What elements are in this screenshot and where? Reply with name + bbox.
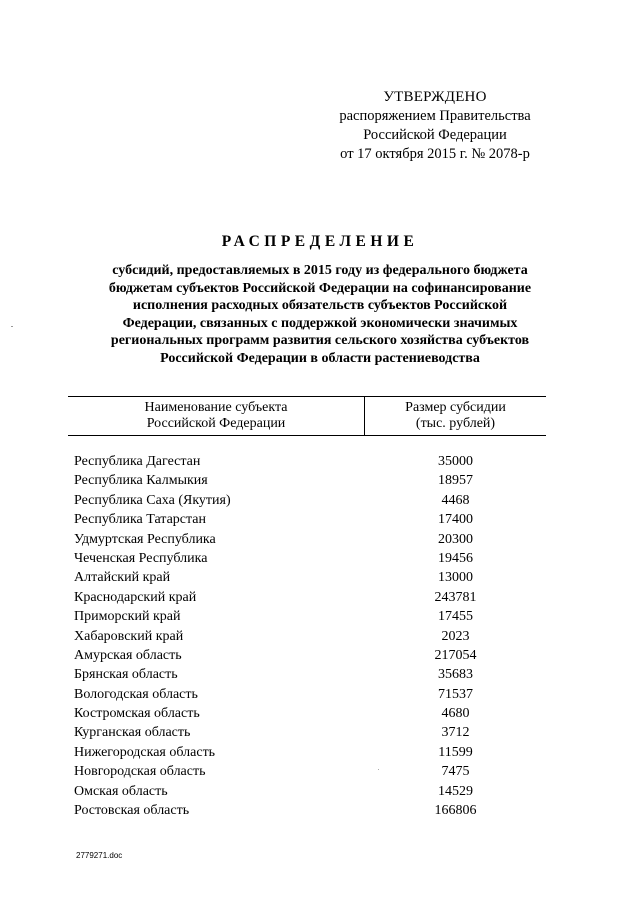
table-row — [68, 471, 546, 490]
subtitle-line: Федерации, связанных с поддержкой экономически значимых — [122, 315, 518, 331]
row-subject: Республика Саха (Якутия) — [74, 492, 231, 508]
table-row — [68, 743, 546, 762]
table-row — [68, 762, 546, 781]
approval-title: УТВЕРЖДЕНО — [383, 89, 487, 105]
row-amount: 14529 — [438, 783, 473, 799]
scan-mark — [11, 326, 13, 327]
row-amount: 19456 — [438, 550, 473, 566]
row-subject: Республика Дагестан — [74, 454, 201, 469]
row-amount: 217054 — [434, 647, 477, 663]
table-row — [68, 646, 546, 665]
row-amount: 20300 — [438, 531, 473, 547]
subtitle-line: субсидий, предоставляемых в 2015 году из федерального бюджета — [112, 263, 528, 278]
approval-line: распоряжением Правительства — [339, 108, 531, 124]
table-row — [68, 510, 546, 529]
table-row — [68, 782, 546, 801]
table-row — [68, 568, 546, 587]
header-subject — [68, 400, 364, 432]
table-row — [68, 723, 546, 742]
subtitle-line: Российской Федерации в области растениеводства — [160, 350, 480, 366]
row-amount: 17400 — [438, 512, 473, 528]
document-title: РАСПРЕДЕЛЕНИЕ — [221, 233, 419, 250]
row-amount: 35683 — [438, 667, 473, 683]
header-amount-line: Размер субсидии — [405, 400, 506, 415]
row-amount: 18957 — [438, 473, 473, 489]
table-row — [68, 452, 546, 471]
table-row — [68, 549, 546, 568]
approval-block — [310, 88, 560, 164]
table-row — [68, 588, 546, 607]
row-subject: Ростовская область — [74, 803, 190, 819]
row-subject: Республика Калмыкия — [74, 473, 208, 489]
table-row — [68, 530, 546, 549]
row-amount: 4680 — [441, 706, 470, 722]
subsidy-table — [68, 396, 546, 819]
row-subject: Новгородская область — [74, 764, 206, 780]
table-row — [68, 801, 546, 820]
row-amount: 3712 — [441, 725, 470, 741]
table-row — [68, 665, 546, 684]
table-row — [68, 627, 546, 646]
table-header — [68, 396, 546, 436]
row-amount: 243781 — [434, 589, 477, 605]
subtitle-line: исполнения расходных обязательств субъектов Российской — [132, 298, 508, 314]
header-subject-line: Российской Федерации — [146, 416, 286, 431]
subtitle-line: региональных программ развития сельского хозяйства субъектов — [110, 333, 530, 349]
table-body — [68, 452, 546, 820]
row-subject: Омская область — [74, 783, 168, 799]
row-subject: Чеченская Республика — [74, 550, 208, 566]
row-subject: Вологодская область — [74, 686, 198, 702]
row-amount: 11599 — [438, 744, 473, 760]
approval-date-number: от 17 октября 2015 г. № 2078-р — [340, 146, 530, 162]
row-subject: Хабаровский край — [74, 628, 184, 644]
row-amount: 17455 — [438, 609, 473, 625]
file-id: 2779271.doc — [76, 851, 123, 860]
row-subject: Костромская область — [74, 706, 200, 722]
table-row — [68, 607, 546, 626]
row-subject: Курганская область — [74, 725, 191, 741]
row-amount: 35000 — [438, 454, 473, 469]
row-subject: Нижегородская область — [74, 744, 216, 760]
row-amount: 4468 — [441, 492, 470, 508]
row-subject: Удмуртская Республика — [74, 531, 216, 547]
row-subject: Краснодарский край — [74, 589, 197, 605]
row-subject: Амурская область — [74, 647, 182, 663]
row-amount: 7475 — [441, 764, 470, 780]
document-subtitle — [80, 262, 560, 368]
row-amount: 2023 — [441, 628, 470, 644]
row-amount: 71537 — [438, 686, 473, 702]
row-amount: 166806 — [434, 803, 477, 819]
row-subject: Алтайский край — [74, 570, 171, 586]
row-subject: Приморский край — [74, 609, 181, 625]
subtitle-line: бюджетам субъектов Российской Федерации на софинансирование — [108, 280, 532, 296]
table-row — [68, 685, 546, 704]
table-row — [68, 704, 546, 723]
row-amount: 13000 — [438, 570, 473, 586]
header-subject-line: Наименование субъекта — [144, 400, 288, 415]
row-subject: Республика Татарстан — [74, 512, 207, 528]
approval-line: Российской Федерации — [363, 127, 507, 143]
header-amount — [365, 400, 546, 432]
table-row — [68, 491, 546, 510]
header-amount-line: (тыс. рублей) — [415, 416, 496, 431]
row-subject: Брянская область — [74, 667, 178, 683]
